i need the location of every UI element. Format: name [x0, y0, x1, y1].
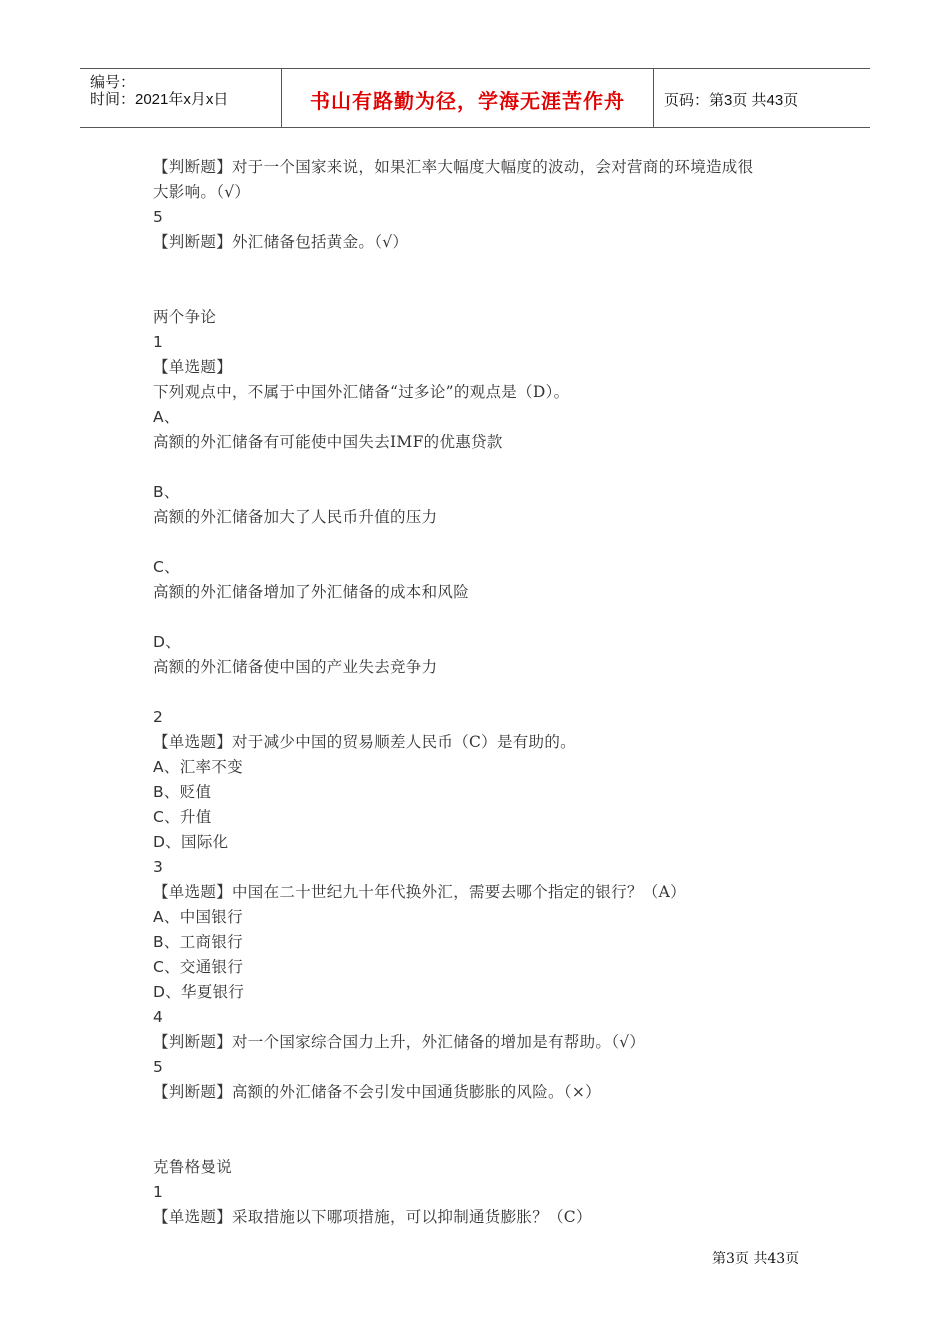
text-line: A、中国银行	[153, 908, 243, 926]
text-line: 2	[153, 708, 164, 726]
text-line: A、汇率不变	[153, 758, 243, 776]
text-line: 1	[153, 1183, 164, 1201]
header-motto: 书山有路勤为径，学海无涯苦作舟	[310, 89, 625, 113]
text-line: 【单选题】对于减少中国的贸易顺差人民币（C）是有助的。	[153, 733, 576, 751]
header-left-cell	[80, 69, 281, 127]
blank-line	[153, 680, 813, 705]
text-line: 【判断题】高额的外汇储备不会引发中国通货膨胀的风险。（×）	[153, 1083, 601, 1101]
text-line: 3	[153, 858, 164, 876]
text-line: 1	[153, 333, 164, 351]
text-line: A、	[153, 408, 180, 426]
text-line: 5	[153, 208, 164, 226]
blank-line	[153, 255, 813, 280]
text-line: D、	[153, 633, 182, 651]
text-line: 【判断题】外汇储备包括黄金。（√）	[153, 233, 409, 251]
header-right-cell	[654, 69, 870, 127]
text-line: 大影响。（√）	[153, 183, 251, 201]
header-page-info: 页码：第3页 共43页	[664, 92, 799, 109]
serial-number-label: 编号：	[90, 74, 136, 91]
text-line: D、华夏银行	[153, 983, 245, 1001]
page-footer: 第3页 共43页	[712, 1251, 800, 1267]
page-header	[80, 68, 870, 128]
document-body	[153, 155, 813, 1230]
text-line: 两个争论	[153, 308, 217, 326]
text-line: C、升值	[153, 808, 212, 826]
text-line: 下列观点中，不属于中国外汇储备“过多论”的观点是（D）。	[153, 383, 570, 401]
text-line: 高额的外汇储备增加了外汇储备的成本和风险	[153, 583, 470, 601]
text-line: B、	[153, 483, 180, 501]
text-line: 【判断题】对于一个国家来说，如果汇率大幅度大幅度的波动，会对营商的环境造成很	[153, 158, 754, 176]
text-line: 4	[153, 1008, 164, 1026]
text-line: C、交通银行	[153, 958, 244, 976]
text-line: C、	[153, 558, 180, 576]
blank-line	[153, 280, 813, 305]
text-line: 高额的外汇储备有可能使中国失去IMF的优惠贷款	[153, 433, 503, 451]
blank-line	[153, 1105, 813, 1130]
text-line: 高额的外汇储备加大了人民币升值的压力	[153, 508, 438, 526]
text-line: 【判断题】对一个国家综合国力上升，外汇储备的增加是有帮助。（√）	[153, 1033, 646, 1051]
text-line: B、贬值	[153, 783, 212, 801]
text-line: B、工商银行	[153, 933, 243, 951]
header-motto-cell	[281, 69, 654, 127]
text-line: 克鲁格曼说	[153, 1158, 233, 1176]
text-line: D、国际化	[153, 833, 229, 851]
blank-line	[153, 605, 813, 630]
text-line: 【单选题】中国在二十世纪九十年代换外汇，需要去哪个指定的银行？（A）	[153, 883, 686, 901]
blank-line	[153, 530, 813, 555]
text-line: 【单选题】	[153, 358, 233, 376]
text-line: 高额的外汇储备使中国的产业失去竞争力	[153, 658, 438, 676]
blank-line	[153, 455, 813, 480]
date-line: 时间：2021年x月x日	[90, 91, 229, 108]
blank-line	[153, 1130, 813, 1155]
text-line: 5	[153, 1058, 164, 1076]
text-line: 【单选题】采取措施以下哪项措施，可以抑制通货膨胀？（C）	[153, 1208, 592, 1226]
